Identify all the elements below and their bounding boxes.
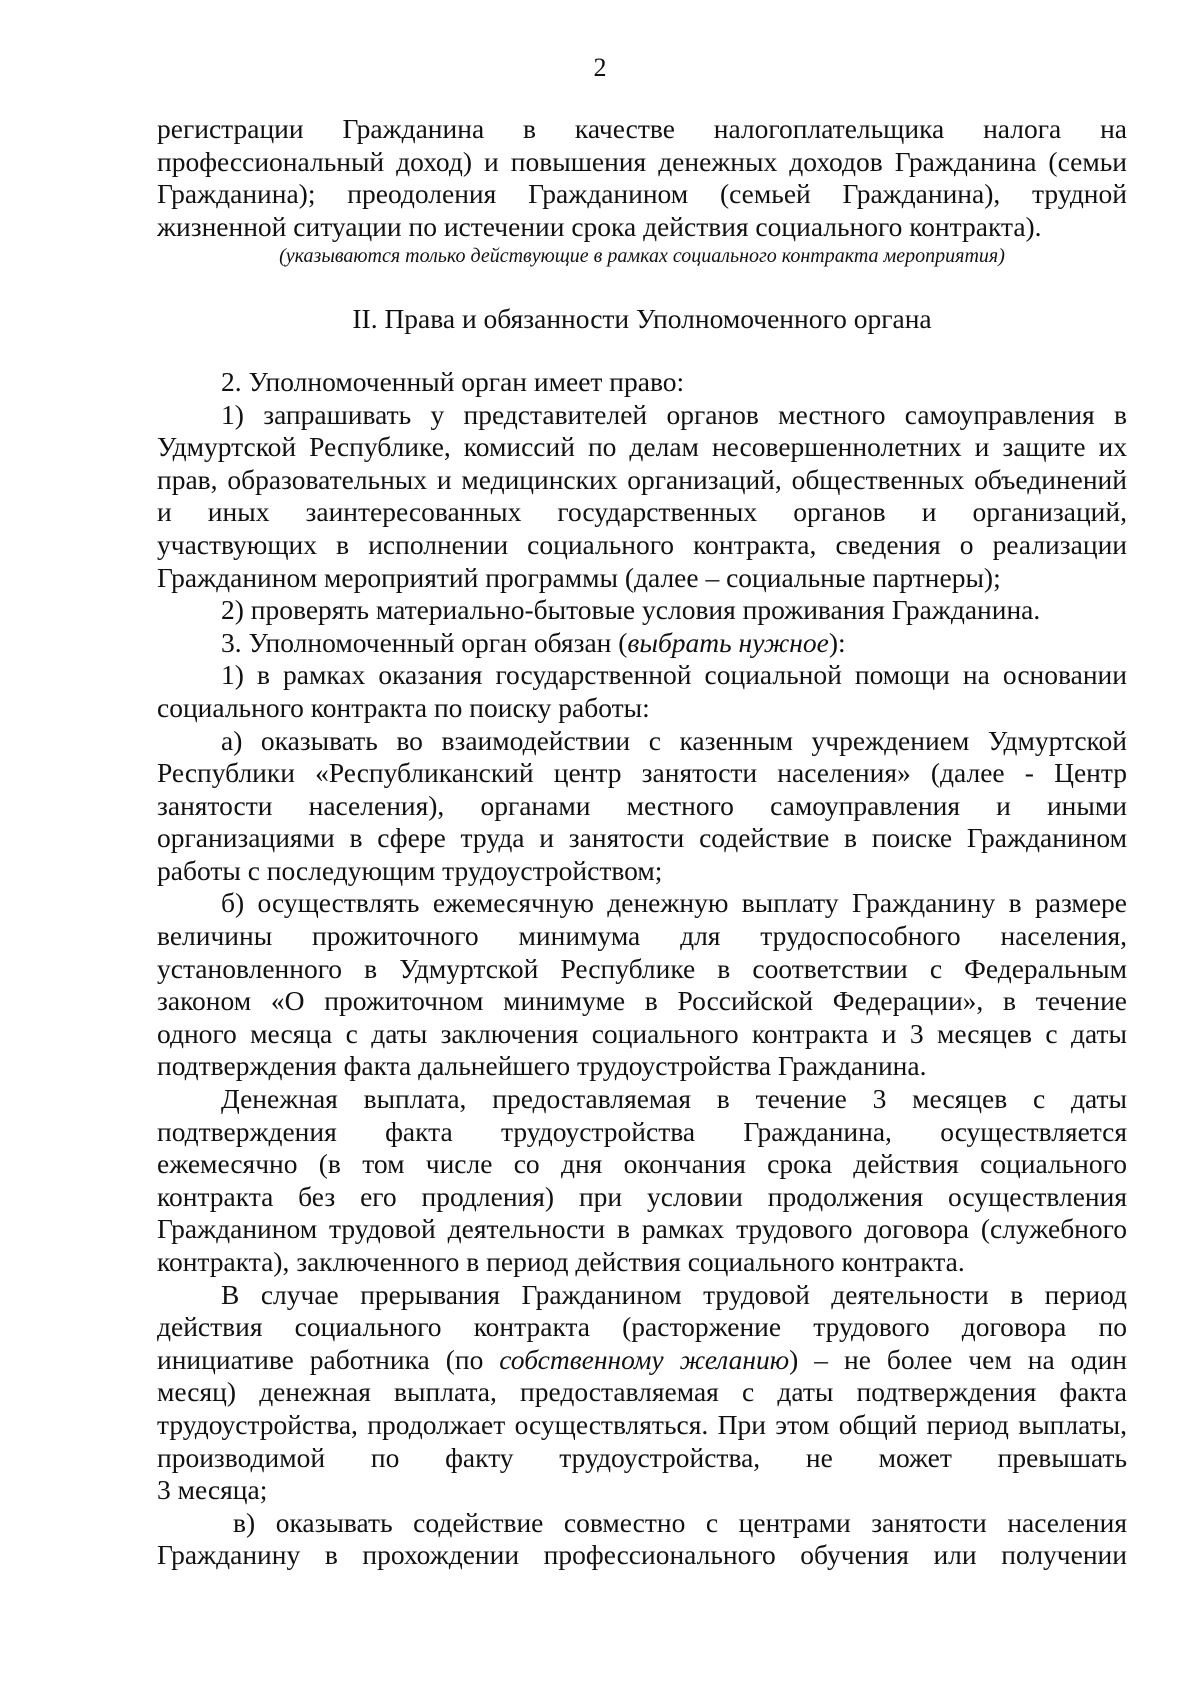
text-line: В случае прерывания Гражданином трудовой деятельности в период: [221, 1278, 1127, 1310]
text-line: участвующих в исполнении социального контракта, сведения о реализации: [157, 528, 1127, 560]
text-fragment: ) – не более чем на один: [789, 1343, 1127, 1375]
text-line: организациями в сфере труда и занятости содействие в поиске Гражданином: [157, 822, 1127, 854]
text-line: контракта), заключенного в период действия социального контракта.: [157, 1246, 965, 1277]
text-line: регистрации Гражданина в качестве налогоплательщика налога на: [157, 113, 1127, 144]
paragraph-3: [157, 627, 1127, 660]
text-line: Денежная выплата, предоставляемая в течение 3 месяцев с даты: [221, 1083, 1127, 1115]
text-line: Республики «Республиканский центр занятости населения» (далее - Центр: [157, 757, 1127, 789]
text-line: б) осуществлять ежемесячную денежную выплату Гражданину в размере: [221, 887, 1127, 919]
paragraph-3-prefix: 3. Уполномоченный орган обязан (: [221, 626, 628, 658]
text-line: жизненной ситуации по истечении срока действия социального контракта).: [157, 210, 1042, 242]
text-line: Удмуртской Республике, комиссий по делам несовершеннолетних и защите их: [157, 431, 1127, 463]
paragraph-3-italic: выбрать нужное: [627, 626, 829, 658]
italic-note: (указываются только действующие в рамках социального контракта мероприятия): [279, 245, 1005, 268]
text-line: работы с последующим трудоустройством;: [157, 854, 663, 886]
text-line: подтверждения факта дальнейшего трудоустройства Гражданина.: [157, 1050, 927, 1082]
text-line: 3 месяца;: [157, 1474, 268, 1506]
text-fragment: инициативе работника (по: [157, 1343, 500, 1375]
text-line: в) оказывать содействие совместно с центрами занятости населения: [233, 1506, 1127, 1538]
text-line: Гражданину в прохождении профессионального обучения или получении: [157, 1539, 1127, 1571]
paragraph-2: 2. Уполномоченный орган имеет право:: [221, 365, 685, 397]
text-line: [157, 1344, 1127, 1377]
text-line: Гражданина); преодоления Гражданином (семьей Гражданина), трудной: [157, 178, 1127, 210]
text-line: Гражданином трудовой деятельности в рамках трудового договора (служебного: [157, 1213, 1127, 1245]
text-line: а) оказывать во взаимодействии с казенным учреждением Удмуртской: [221, 724, 1127, 756]
text-line: трудоустройства, продолжает осуществляться. При этом общий период выплаты,: [157, 1408, 1127, 1440]
paragraph-3-suffix: ):: [828, 626, 846, 658]
page-number: 2: [593, 53, 607, 82]
text-line: профессиональный доход) и повышения денежных доходов Гражданина (семьи: [157, 145, 1127, 177]
section-heading: II. Права и обязанности Уполномоченного органа: [352, 303, 932, 335]
text-line: величины прожиточного минимума для трудоспособного населения,: [157, 920, 1127, 952]
text-line: 2) проверять материально-бытовые условия проживания Гражданина.: [221, 594, 1041, 626]
text-line: контракта без его продления) при условии продолжения осуществления: [157, 1180, 1127, 1212]
text-line: социального контракта по поиску работы:: [157, 691, 650, 723]
text-line: производимой по факту трудоустройства, не может превышать: [157, 1441, 1127, 1473]
text-line: законом «О прожиточном минимуме в Российской Федерации», в течение: [157, 985, 1127, 1017]
text-line: занятости населения), органами местного самоуправления и иными: [157, 789, 1127, 821]
text-line: подтверждения факта трудоустройства Гражданина, осуществляется: [157, 1115, 1127, 1147]
text-line: и иных заинтересованных государственных органов и организаций,: [157, 496, 1127, 528]
text-line: действия социального контракта (расторжение трудового договора по: [157, 1311, 1127, 1343]
text-line: месяц) денежная выплата, предоставляемая с даты подтверждения факта: [157, 1376, 1127, 1408]
text-line: одного месяца с даты заключения социального контракта и 3 месяцев с даты: [157, 1017, 1127, 1049]
text-line: 1) запрашивать у представителей органов местного самоуправления в: [221, 398, 1127, 430]
text-line: установленного в Удмуртской Республике в соответствии с Федеральным: [157, 952, 1127, 984]
text-line: Гражданином мероприятий программы (далее – социальные партнеры);: [157, 561, 1001, 593]
italic-fragment: собственному желанию: [499, 1343, 790, 1375]
text-line: 1) в рамках оказания государственной социальной помощи на основании: [221, 659, 1127, 691]
text-line: прав, образовательных и медицинских организаций, общественных объединений: [157, 463, 1127, 495]
text-line: ежемесячно (в том числе со дня окончания срока действия социального: [157, 1148, 1127, 1180]
document-body: [157, 113, 1127, 1572]
